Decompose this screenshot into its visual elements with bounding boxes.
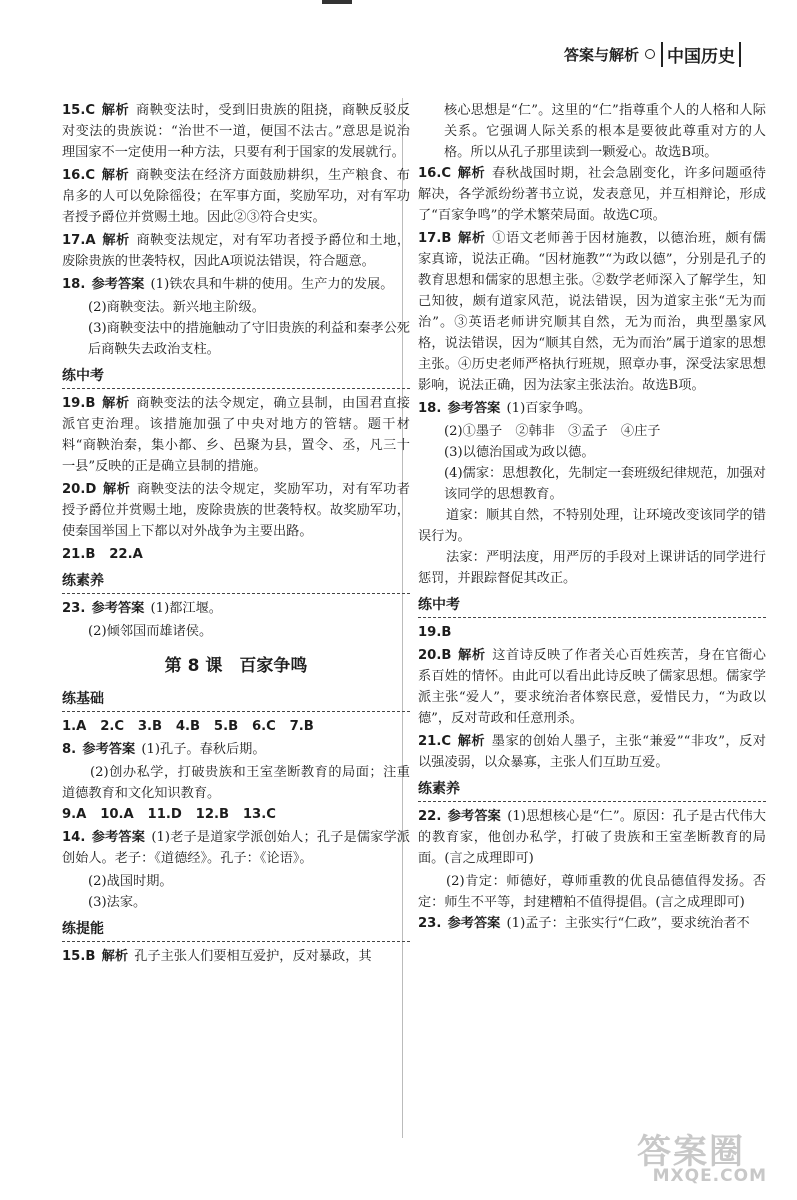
answer-text: (1)老子是道家学派创始人；孔子是儒家学派创始人。老子：《道德经》。孔子：《论语》。 (62, 830, 410, 866)
answer-item (418, 806, 766, 869)
question-number: 8. (62, 742, 77, 757)
answer-text: (1)百家争鸣。 (506, 401, 592, 416)
answer-text: (4)儒家：思想教化，先制定一套班级纪律规范，加强对该同学的思想教育。 (444, 466, 766, 502)
answer-item (62, 946, 410, 967)
choice-answer: 6.C (251, 719, 276, 734)
question-number: 22. (109, 547, 133, 562)
section-heading: 练素养 (418, 779, 766, 802)
choice-answer: 9.A (62, 807, 87, 822)
answer-text-continued: 核心思想是“仁”。这里的“仁”指尊重个人的人格和人际关系。它强调人际关系的根本是要彼此尊重对方的人格。所以从孔子那里读到一颗爱心。故选B项。 (444, 103, 766, 160)
answer-item (418, 645, 766, 729)
choice-answer: 2.C (100, 719, 125, 734)
answer-text: 道家：顺其自然，不特别处理，让环境改变该同学的错误行为。 (418, 508, 766, 544)
question-number: 19. (418, 625, 442, 640)
answer-option: B (85, 949, 96, 964)
answer-text: (1)思想核心是“仁”。原因：孔子是古代伟大的教育家，他创办私学，打破了贵族和王室垄断教育的局面。(言之成理即可) (418, 809, 766, 866)
site-watermark (637, 1124, 767, 1186)
answer-option: B (85, 396, 96, 411)
answer-text: 商鞅变法的法令规定，奖励军功，对有军功者授予爵位并赏赐土地，废除贵族的世袭特权。故奖励军功，使秦国举国上下都以对外战争为主要出路。 (62, 482, 410, 539)
analysis-tag: 解析 (457, 166, 486, 181)
analysis-tag: 解析 (101, 103, 130, 118)
question-number: 17. (62, 233, 86, 248)
choice-answer: 1.A (62, 719, 87, 734)
answer-text: (2)商鞅变法。新兴地主阶级。 (88, 300, 265, 315)
reference-answer-tag: 参考答案 (447, 809, 501, 824)
section-heading: 练中考 (418, 595, 766, 618)
reference-answer-tag: 参考答案 (91, 277, 145, 292)
answer-text: 商鞅变法的法令规定，确立县制，由国君直接派官吏治理。该措施加强了中央对地方的管辖。题干材料“商鞅治秦，集小都、乡、邑聚为县，置令、丞，凡三十一县”反映的正是确立县制的措施。 (62, 396, 410, 474)
analysis-tag: 解析 (101, 949, 129, 964)
answer-text: 法家：严明法度，用严厉的手段对上课讲话的同学进行惩罚，并跟踪督促其改正。 (418, 550, 766, 586)
answer-item (418, 163, 766, 226)
answer-text: 商鞅变法时，受到旧贵族的阻挠，商鞅反驳反对变法的贵族说：“治世不一道，便国不法古。”意思是说治理国家不一定使用一种方法，只要有利于国家的发展就行。 (62, 103, 410, 160)
choice-answers-row (62, 716, 410, 737)
answer-item (62, 739, 410, 760)
answer-text: (2)战国时期。 (88, 874, 173, 889)
question-number: 16. (62, 168, 86, 183)
answer-option: B (441, 231, 452, 246)
analysis-tag: 解析 (458, 648, 486, 663)
answer-text: 商鞅变法规定，对有军功者授予爵位和土地，废除贵族的世袭特权，因此A项说法错误，符合题意。 (62, 233, 411, 269)
answer-item (62, 274, 410, 295)
right-column (418, 100, 766, 936)
question-number: 19. (62, 396, 86, 411)
answer-item (62, 479, 410, 542)
question-number: 21. (418, 734, 442, 749)
answer-item (62, 393, 410, 477)
watermark-url: MXQE.COM (652, 1166, 767, 1186)
answer-option: B (441, 648, 452, 663)
answer-item (62, 165, 410, 228)
reference-answer-tag: 参考答案 (447, 916, 501, 931)
answer-text: (2)倾邻国而雄诸侯。 (88, 624, 213, 639)
question-number: 21. (62, 547, 86, 562)
answer-text: 商鞅变法在经济方面鼓励耕织，生产粮食、布帛多的人可以免除徭役；在军事方面，奖励军功，对有军功者授予爵位并赏赐土地。因此②③符合史实。 (62, 168, 410, 225)
answer-option: C (85, 168, 96, 183)
answer-text: (2)①墨子 ②韩非 ③孟子 ④庄子 (444, 424, 661, 439)
answer-text: 春秋战国时期，社会急剧变化，许多问题亟待解决，各学派纷纷著书立说，发表意见，并互相辩论，形成了“百家争鸣”的学术繁荣局面。故选C项。 (418, 166, 766, 223)
answer-text: (3)以德治国或为政以德。 (444, 445, 595, 460)
analysis-tag: 解析 (103, 482, 131, 497)
answer-item (62, 827, 410, 869)
header-subject: 中国历史 (661, 42, 741, 67)
choice-answers-row (62, 804, 410, 825)
answer-text: (2)肯定：师德好，尊师重教的优良品德值得发扬。否定：师生不平等，封建糟粕不值得提倡。(言之成理即可) (418, 874, 766, 910)
section-heading: 练素养 (62, 571, 410, 594)
analysis-tag: 解析 (102, 396, 130, 411)
answer-item (418, 398, 766, 419)
reference-answer-tag: 参考答案 (91, 830, 146, 845)
question-number: 23. (418, 916, 442, 931)
question-number: 23. (62, 601, 86, 616)
answer-item (62, 598, 410, 619)
analysis-tag: 解析 (101, 168, 130, 183)
answer-text: (2)创办私学，打破贵族和王室垄断教育的局面；注重道德教育和文化知识教育。 (62, 765, 410, 801)
answer-text: 这首诗反映了作者关心百姓疾苦，身在官衙心系百姓的情怀。由此可以看出此诗反映了儒家思想。儒家学派主张“爱人”，要求统治者体察民意，爱惜民力，“为政以德”，反对苛政和任意刑杀。 (418, 648, 766, 726)
answer-item (418, 731, 766, 773)
answer-text: (1)都江堰。 (150, 601, 222, 616)
choice-answer: 4.B (175, 719, 201, 734)
left-column (62, 100, 410, 969)
section-heading: 练提能 (62, 919, 410, 942)
answer-item (62, 544, 410, 565)
question-number: 20. (62, 482, 86, 497)
choice-answer: 12.B (195, 807, 230, 822)
choice-answer: 3.B (137, 719, 163, 734)
question-number: 14. (62, 830, 86, 845)
reference-answer-tag: 参考答案 (91, 601, 145, 616)
answer-option: B (85, 547, 96, 562)
answer-option: B (441, 625, 452, 640)
question-number: 18. (62, 277, 86, 292)
answer-text: ①语文老师善于因材施教，以德治班，颇有儒家真谛，说法正确。“因材施教”“为政以德”，分别是孔子的教育思想和儒家的思想主张。②数学老师深入了解学生，知己知彼，颇有道家风范，说法错误，因为道家主张“无为而治”。③英语老师讲究顺其自然，无为而治，典型墨家风格，说法错误，因为“顺其自然，无为而治”属于道家的思想主张。④历史老师严格执行班规，照章办事，深受法家思想影响，说法正确，因为法家主张法治。故选B项。 (418, 231, 766, 393)
page-header (564, 40, 741, 68)
answer-text: (1)孟子：主张实行“仁政”，要求统治者不 (506, 916, 750, 931)
reference-answer-tag: 参考答案 (82, 742, 136, 757)
question-number: 18. (418, 401, 442, 416)
answer-text: (1)铁农具和牛耕的使用。生产力的发展。 (150, 277, 394, 292)
circle-icon (645, 49, 655, 59)
watermark-logo-text: 答案圈 (637, 1132, 745, 1172)
choice-answer: 5.B (213, 719, 239, 734)
answer-text: 墨家的创始人墨子，主张“兼爱”“非攻”，反对以强凌弱，以众暴寡，主张人们互助互爱。 (418, 734, 766, 770)
analysis-tag: 解析 (457, 734, 486, 749)
choice-answer: 10.A (100, 807, 134, 822)
analysis-tag: 解析 (102, 233, 130, 248)
answer-option: C (441, 734, 452, 749)
answer-text: (1)孔子。春秋后期。 (141, 742, 266, 757)
answer-item (418, 622, 766, 643)
answer-text: (3)商鞅变法中的措施触动了守旧贵族的利益和秦孝公死后商鞅失去政治支柱。 (88, 321, 410, 357)
choice-answer: 13.C (242, 807, 276, 822)
answer-option: A (85, 233, 96, 248)
top-edge-mark (322, 0, 352, 4)
section-heading: 练基础 (62, 689, 410, 712)
answer-item (62, 230, 410, 272)
answer-option: D (85, 482, 97, 497)
choice-answer: 7.B (289, 719, 314, 734)
question-number: 22. (418, 809, 442, 824)
answer-option: C (85, 103, 96, 118)
analysis-tag: 解析 (458, 231, 486, 246)
answer-item (418, 913, 766, 934)
answer-option: A (132, 547, 143, 562)
header-label: 答案与解析 (563, 45, 639, 64)
answer-text: (3)法家。 (88, 895, 147, 910)
question-number: 17. (418, 231, 442, 246)
question-number: 15. (62, 949, 86, 964)
answer-item (62, 100, 410, 163)
question-number: 16. (418, 166, 442, 181)
reference-answer-tag: 参考答案 (447, 401, 501, 416)
lesson-title: 第 8 课 百家争鸣 (164, 656, 308, 676)
answer-option: C (441, 166, 452, 181)
choice-answer: 11.D (147, 807, 182, 822)
answer-text: 孔子主张人们要相互爱护，反对暴政，其 (134, 949, 372, 964)
question-number: 15. (62, 103, 86, 118)
answer-item (418, 228, 766, 396)
section-heading: 练中考 (62, 366, 410, 389)
question-number: 20. (418, 648, 442, 663)
